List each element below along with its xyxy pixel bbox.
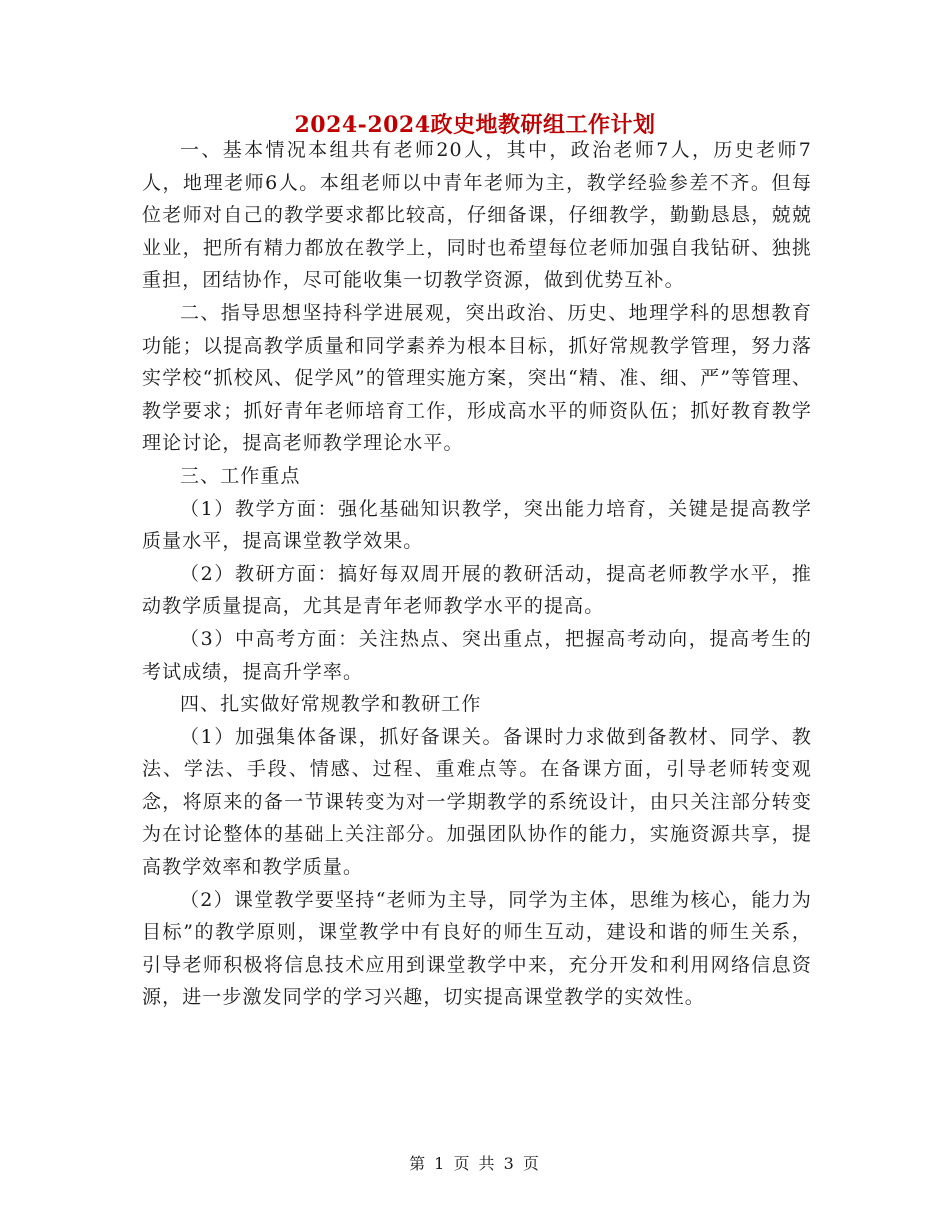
document-title: 2024-2024政史地教研组工作计划	[294, 112, 656, 138]
paragraph-basic-situation: 一、基本情况本组共有老师20人，其中，政治老师7人，历史老师7人，地理老师6人。本组老师以中青年老师为主，教学经验参差不齐。但每位老师对自己的教学要求都比较高，仔细备课，仔细教学，勤勤恳恳，兢兢业业，把所有精力都放在教学上，同时也希望每位老师加强自我钻研、独挑重担，团结协作，尽可能收集一切教学资源，做到优势互补。	[142, 139, 812, 292]
heading-work-focus: 三、工作重点	[180, 464, 301, 487]
paragraph-guiding-ideology: 二、指导思想坚持科学进展观，突出政治、历史、地理学科的思想教育功能；以提高教学质量和同学素养为根本目标，抓好常规教学管理，努力落实学校“抓校风、促学风”的管理实施方案，突出“精、准、细、严”等管理、教学要求；抓好青年老师培育工作，形成高水平的师资队伍；抓好教育教学理论讨论，提高老师教学理论水平。	[142, 301, 812, 455]
heading-routine-work: 四、扎实做好常规教学和教研工作	[180, 693, 482, 716]
paragraph-teaching: （1）教学方面：强化基础知识教学，突出能力培育，关键是提高教学质量水平，提高课堂教学效果。	[142, 497, 812, 553]
document-body	[142, 134, 812, 1014]
page-number-footer: 第 1 页 共 3 页	[409, 1154, 541, 1173]
paragraph-research: （2）教研方面：搞好每双周开展的教研活动，提高老师教学水平，推动教学质量提高，尤其是青年老师教学水平的提高。	[142, 562, 812, 618]
paragraph-exams: （3）中高考方面：关注热点、突出重点，把握高考动向，提高考生的考试成绩，提高升学率。	[142, 627, 812, 683]
paragraph-classroom: （2）课堂教学要坚持“老师为主导，同学为主体，思维为核心，能力为目标”的教学原则，课堂教学中有良好的师生互动，建设和谐的师生关系，引导老师积极将信息技术应用到课堂教学中来，充分开发和利用网络信息资源，进一步激发同学的学习兴趣，切实提高课堂教学的实效性。	[142, 888, 812, 1009]
paragraph-lesson-prep: （1）加强集体备课，抓好备课关。备课时力求做到备教材、同学、教法、学法、手段、情感、过程、重难点等。在备课方面，引导老师转变观念，将原来的备一节课转变为对一学期教学的系统设计，由只关注部分转变为在讨论整体的基础上关注部分。加强团队协作的能力，实施资源共享，提高教学效率和教学质量。	[142, 725, 812, 879]
